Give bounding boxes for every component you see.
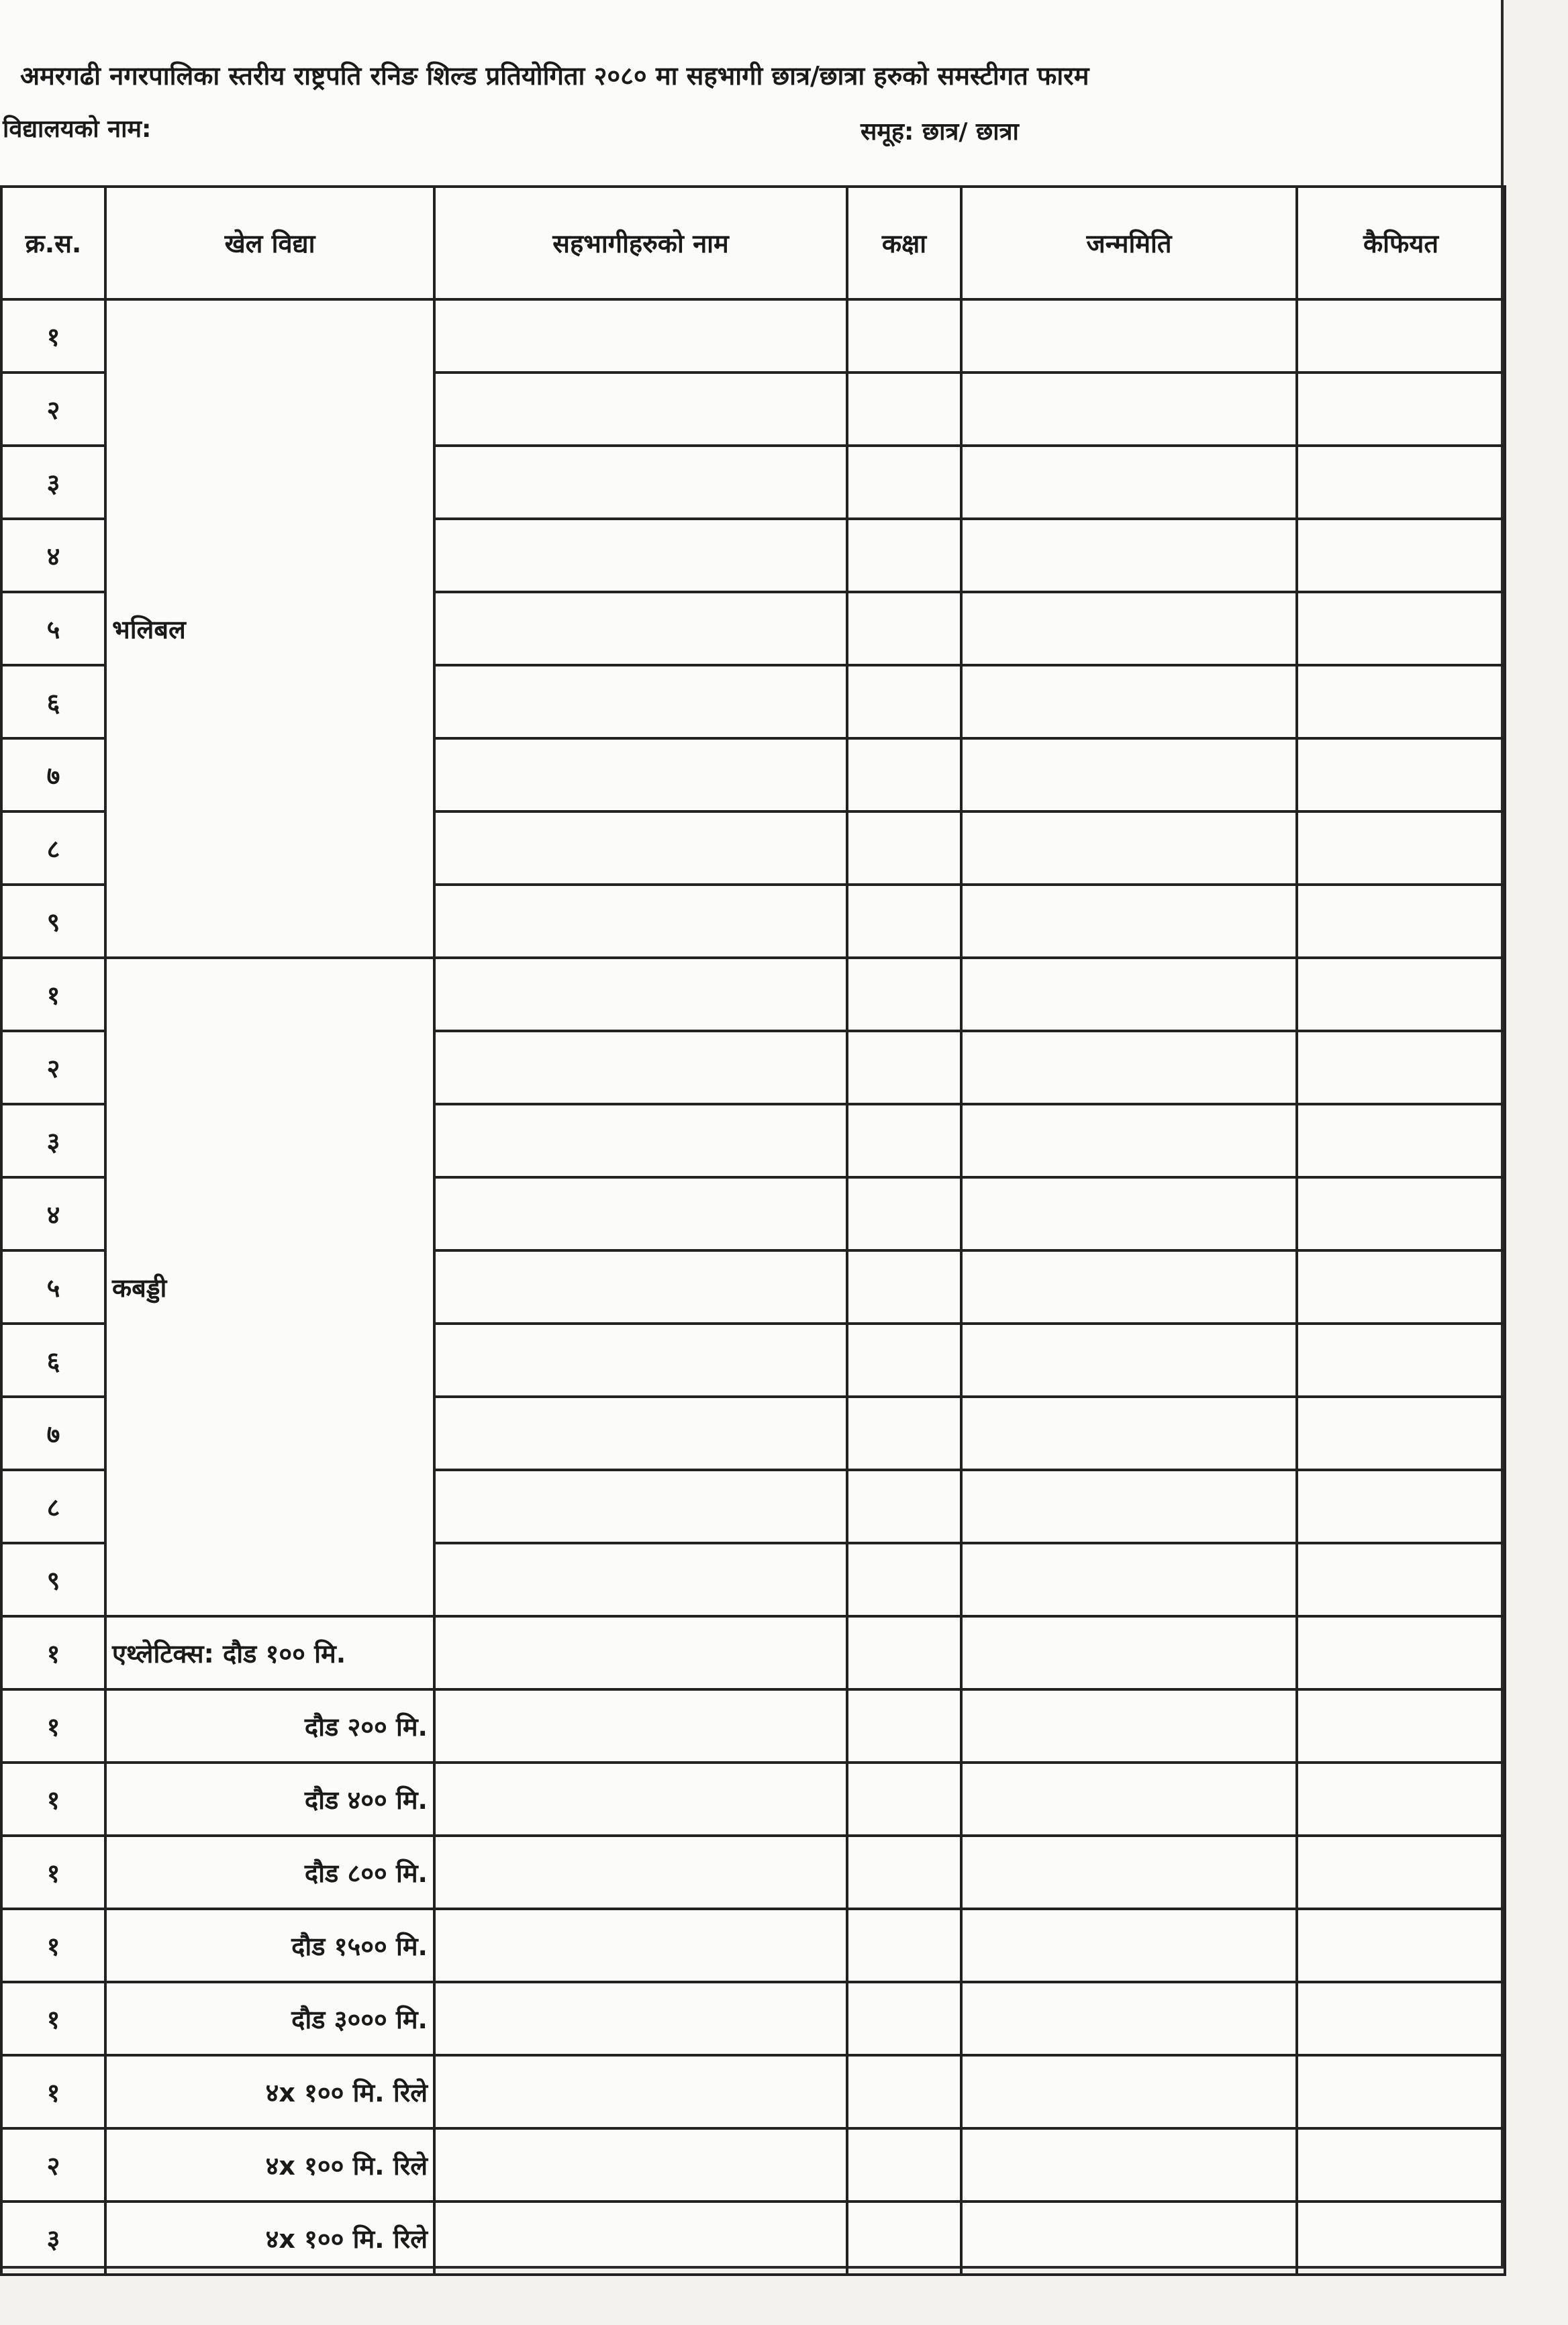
class-cell[interactable] (847, 446, 961, 519)
birth-date-cell[interactable] (961, 1031, 1297, 1104)
event-cell: ४x १०० मि. रिले (105, 2202, 434, 2275)
remarks-cell[interactable] (1297, 2055, 1505, 2128)
group-label: समूह: छात्र/ छात्रा (861, 118, 1019, 146)
name-cell[interactable] (434, 446, 847, 519)
birth-date-cell[interactable] (961, 373, 1297, 446)
name-cell[interactable] (434, 1836, 847, 1909)
serial-cell: ३ (1, 446, 105, 519)
table-row (1, 1909, 1505, 1982)
birth-date-cell[interactable] (961, 1689, 1297, 1763)
serial-cell: ५ (1, 592, 105, 665)
col-header-class: कक्षा (847, 187, 961, 299)
birth-date-cell[interactable] (961, 1982, 1297, 2055)
event-cell: दौड १५०० मि. (105, 1909, 434, 1982)
col-header-remarks: कैफियत (1297, 187, 1505, 299)
serial-cell: ४ (1, 519, 105, 592)
sport-cell-volleyball: भलिबल (105, 299, 434, 958)
remarks-cell[interactable] (1297, 1324, 1505, 1397)
birth-date-cell[interactable] (961, 1470, 1297, 1543)
col-header-serial: क्र.स. (1, 187, 105, 299)
table-row (1, 1763, 1505, 1836)
class-cell[interactable] (847, 519, 961, 592)
class-cell[interactable] (847, 1250, 961, 1324)
participant-table (0, 185, 1506, 2276)
name-cell[interactable] (434, 2055, 847, 2128)
remarks-cell[interactable] (1297, 519, 1505, 592)
birth-date-cell[interactable] (961, 2128, 1297, 2202)
birth-date-cell[interactable] (961, 1104, 1297, 1177)
remarks-cell[interactable] (1297, 958, 1505, 1031)
birth-date-cell[interactable] (961, 811, 1297, 885)
class-cell[interactable] (847, 1543, 961, 1616)
serial-cell: ९ (1, 1543, 105, 1616)
remarks-cell[interactable] (1297, 446, 1505, 519)
class-cell[interactable] (847, 1689, 961, 1763)
form-title: अमरगढी नगरपालिका स्तरीय राष्ट्रपति रनिङ शिल्ड प्रतियोगिता २०८० मा सहभागी छात्र/छात्रा हरुको समस्टीगत फारम (20, 61, 1089, 91)
birth-date-cell[interactable] (961, 1250, 1297, 1324)
serial-cell: ८ (1, 811, 105, 885)
class-cell[interactable] (847, 958, 961, 1031)
birth-date-cell[interactable] (961, 1543, 1297, 1616)
serial-cell: १ (1, 1836, 105, 1909)
remarks-cell[interactable] (1297, 1909, 1505, 1982)
serial-cell: १ (1, 1616, 105, 1689)
event-cell: दौड ८०० मि. (105, 1836, 434, 1909)
class-cell[interactable] (847, 1909, 961, 1982)
class-cell[interactable] (847, 738, 961, 811)
remarks-cell[interactable] (1297, 738, 1505, 811)
name-cell[interactable] (434, 299, 847, 373)
class-cell[interactable] (847, 1982, 961, 2055)
table-row (1, 299, 1505, 373)
remarks-cell[interactable] (1297, 1543, 1505, 1616)
name-cell[interactable] (434, 738, 847, 811)
birth-date-cell[interactable] (961, 592, 1297, 665)
serial-cell: ३ (1, 2202, 105, 2275)
remarks-cell[interactable] (1297, 1689, 1505, 1763)
birth-date-cell[interactable] (961, 1763, 1297, 1836)
birth-date-cell[interactable] (961, 1909, 1297, 1982)
serial-cell: ३ (1, 1104, 105, 1177)
class-cell[interactable] (847, 1031, 961, 1104)
birth-date-cell[interactable] (961, 738, 1297, 811)
col-header-sport: खेल विद्या (105, 187, 434, 299)
remarks-cell[interactable] (1297, 1250, 1505, 1324)
serial-cell: १ (1, 1689, 105, 1763)
name-cell[interactable] (434, 1031, 847, 1104)
serial-cell: १ (1, 2055, 105, 2128)
serial-cell: ७ (1, 1397, 105, 1470)
birth-date-cell[interactable] (961, 2202, 1297, 2275)
name-cell[interactable] (434, 2202, 847, 2275)
class-cell[interactable] (847, 1177, 961, 1250)
table-header-row (1, 187, 1505, 299)
birth-date-cell[interactable] (961, 1324, 1297, 1397)
birth-date-cell[interactable] (961, 665, 1297, 738)
class-cell[interactable] (847, 1836, 961, 1909)
serial-cell: ६ (1, 1324, 105, 1397)
remarks-cell[interactable] (1297, 1177, 1505, 1250)
remarks-cell[interactable] (1297, 299, 1505, 373)
sport-cell-kabaddi: कबड्डी (105, 958, 434, 1616)
table-row (1, 1616, 1505, 1689)
class-cell[interactable] (847, 2202, 961, 2275)
serial-cell: ८ (1, 1470, 105, 1543)
remarks-cell[interactable] (1297, 1763, 1505, 1836)
remarks-cell[interactable] (1297, 2128, 1505, 2202)
birth-date-cell[interactable] (961, 1177, 1297, 1250)
table-row (1, 2202, 1505, 2275)
birth-date-cell[interactable] (961, 446, 1297, 519)
class-cell[interactable] (847, 811, 961, 885)
name-cell[interactable] (434, 1763, 847, 1836)
remarks-cell[interactable] (1297, 592, 1505, 665)
name-cell[interactable] (434, 2128, 847, 2202)
serial-cell: ९ (1, 885, 105, 958)
name-cell[interactable] (434, 1177, 847, 1250)
name-cell[interactable] (434, 1104, 847, 1177)
name-cell[interactable] (434, 1543, 847, 1616)
remarks-cell[interactable] (1297, 1104, 1505, 1177)
name-cell[interactable] (434, 1982, 847, 2055)
name-cell[interactable] (434, 811, 847, 885)
serial-cell: ७ (1, 738, 105, 811)
class-cell[interactable] (847, 1763, 961, 1836)
class-cell[interactable] (847, 1104, 961, 1177)
name-cell[interactable] (434, 1909, 847, 1982)
birth-date-cell[interactable] (961, 1836, 1297, 1909)
serial-cell: २ (1, 2128, 105, 2202)
class-cell[interactable] (847, 299, 961, 373)
birth-date-cell[interactable] (961, 1616, 1297, 1689)
remarks-cell[interactable] (1297, 1470, 1505, 1543)
event-cell: एथ्लेटिक्स: दौड १०० मि. (105, 1616, 434, 1689)
col-header-participant-name: सहभागीहरुको नाम (434, 187, 847, 299)
class-cell[interactable] (847, 2128, 961, 2202)
birth-date-cell[interactable] (961, 885, 1297, 958)
class-cell[interactable] (847, 373, 961, 446)
name-cell[interactable] (434, 1324, 847, 1397)
class-cell[interactable] (847, 592, 961, 665)
name-cell[interactable] (434, 592, 847, 665)
table-row (1, 1982, 1505, 2055)
class-cell[interactable] (847, 2055, 961, 2128)
name-cell[interactable] (434, 1397, 847, 1470)
serial-cell: १ (1, 1763, 105, 1836)
event-cell: ४x १०० मि. रिले (105, 2128, 434, 2202)
name-cell[interactable] (434, 1470, 847, 1543)
serial-cell: १ (1, 958, 105, 1031)
table-row (1, 1689, 1505, 1763)
class-cell[interactable] (847, 1616, 961, 1689)
col-header-birth-date: जन्ममिति (961, 187, 1297, 299)
birth-date-cell[interactable] (961, 958, 1297, 1031)
table-row (1, 1836, 1505, 1909)
remarks-cell[interactable] (1297, 2202, 1505, 2275)
class-cell[interactable] (847, 885, 961, 958)
event-cell: दौड ३००० मि. (105, 1982, 434, 2055)
name-cell[interactable] (434, 1250, 847, 1324)
serial-cell: ५ (1, 1250, 105, 1324)
birth-date-cell[interactable] (961, 2055, 1297, 2128)
serial-cell: १ (1, 299, 105, 373)
serial-cell: १ (1, 1909, 105, 1982)
remarks-cell[interactable] (1297, 373, 1505, 446)
remarks-cell[interactable] (1297, 885, 1505, 958)
remarks-cell[interactable] (1297, 665, 1505, 738)
remarks-cell[interactable] (1297, 811, 1505, 885)
name-cell[interactable] (434, 1689, 847, 1763)
table-row (1, 2128, 1505, 2202)
name-cell[interactable] (434, 958, 847, 1031)
event-cell: ४x १०० मि. रिले (105, 2055, 434, 2128)
remarks-cell[interactable] (1297, 1397, 1505, 1470)
remarks-cell[interactable] (1297, 1031, 1505, 1104)
table-row (1, 958, 1505, 1031)
class-cell[interactable] (847, 1324, 961, 1397)
school-name-label: विद्यालयको नाम: (3, 115, 152, 143)
birth-date-cell[interactable] (961, 299, 1297, 373)
birth-date-cell[interactable] (961, 519, 1297, 592)
serial-cell: १ (1, 1982, 105, 2055)
name-cell[interactable] (434, 373, 847, 446)
event-cell: दौड २०० मि. (105, 1689, 434, 1763)
serial-cell: ४ (1, 1177, 105, 1250)
remarks-cell[interactable] (1297, 1616, 1505, 1689)
class-cell[interactable] (847, 1397, 961, 1470)
birth-date-cell[interactable] (961, 1397, 1297, 1470)
remarks-cell[interactable] (1297, 1982, 1505, 2055)
name-cell[interactable] (434, 519, 847, 592)
event-cell: दौड ४०० मि. (105, 1763, 434, 1836)
class-cell[interactable] (847, 665, 961, 738)
serial-cell: ६ (1, 665, 105, 738)
name-cell[interactable] (434, 885, 847, 958)
class-cell[interactable] (847, 1470, 961, 1543)
name-cell[interactable] (434, 665, 847, 738)
table-row (1, 2055, 1505, 2128)
serial-cell: २ (1, 1031, 105, 1104)
remarks-cell[interactable] (1297, 1836, 1505, 1909)
name-cell[interactable] (434, 1616, 847, 1689)
serial-cell: २ (1, 373, 105, 446)
